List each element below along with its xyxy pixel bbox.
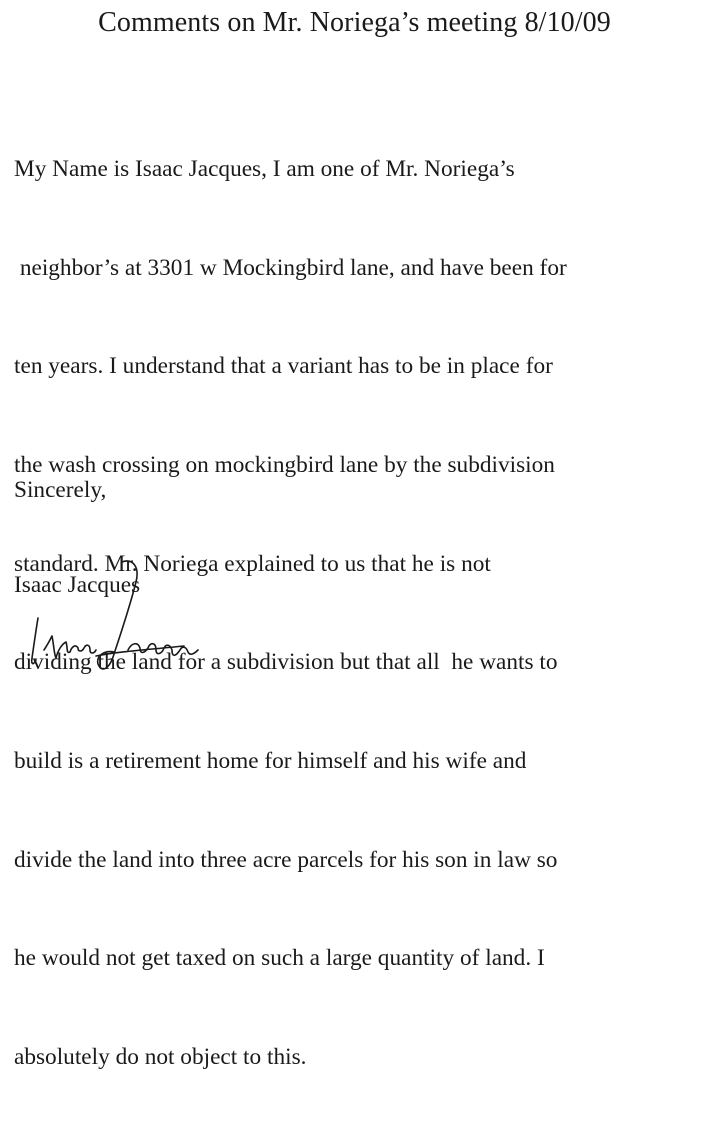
body-line: standard. Mr. Noriega explained to us that he is not [14, 550, 491, 577]
body-line: divide the land into three acre parcels for his son in law so [14, 846, 558, 873]
page-title: Comments on Mr. Noriega’s meeting 8/10/09 [98, 7, 611, 38]
body-line: he would not get taxed on such a large quantity of land. I [14, 945, 545, 972]
printed-name: Isaac Jacques [14, 572, 141, 598]
body-line: My Name is Isaac Jacques, I am one of Mr. Noriega’s [14, 155, 515, 182]
body-line: build is a retirement home for himself and his wife and [14, 748, 527, 775]
body-line: the wash crossing on mockingbird lane by the subdivision [14, 451, 555, 478]
body-line: ten years. I understand that a variant has to be in place for [14, 353, 553, 380]
body-line: dividing the land for a subdivision but that all he wants to [14, 649, 558, 676]
body-line: absolutely do not object to this. [14, 1044, 307, 1071]
closing-salutation: Sincerely, [14, 477, 107, 503]
body-line: neighbor’s at 3301 w Mockingbird lane, and have been for [14, 254, 567, 281]
